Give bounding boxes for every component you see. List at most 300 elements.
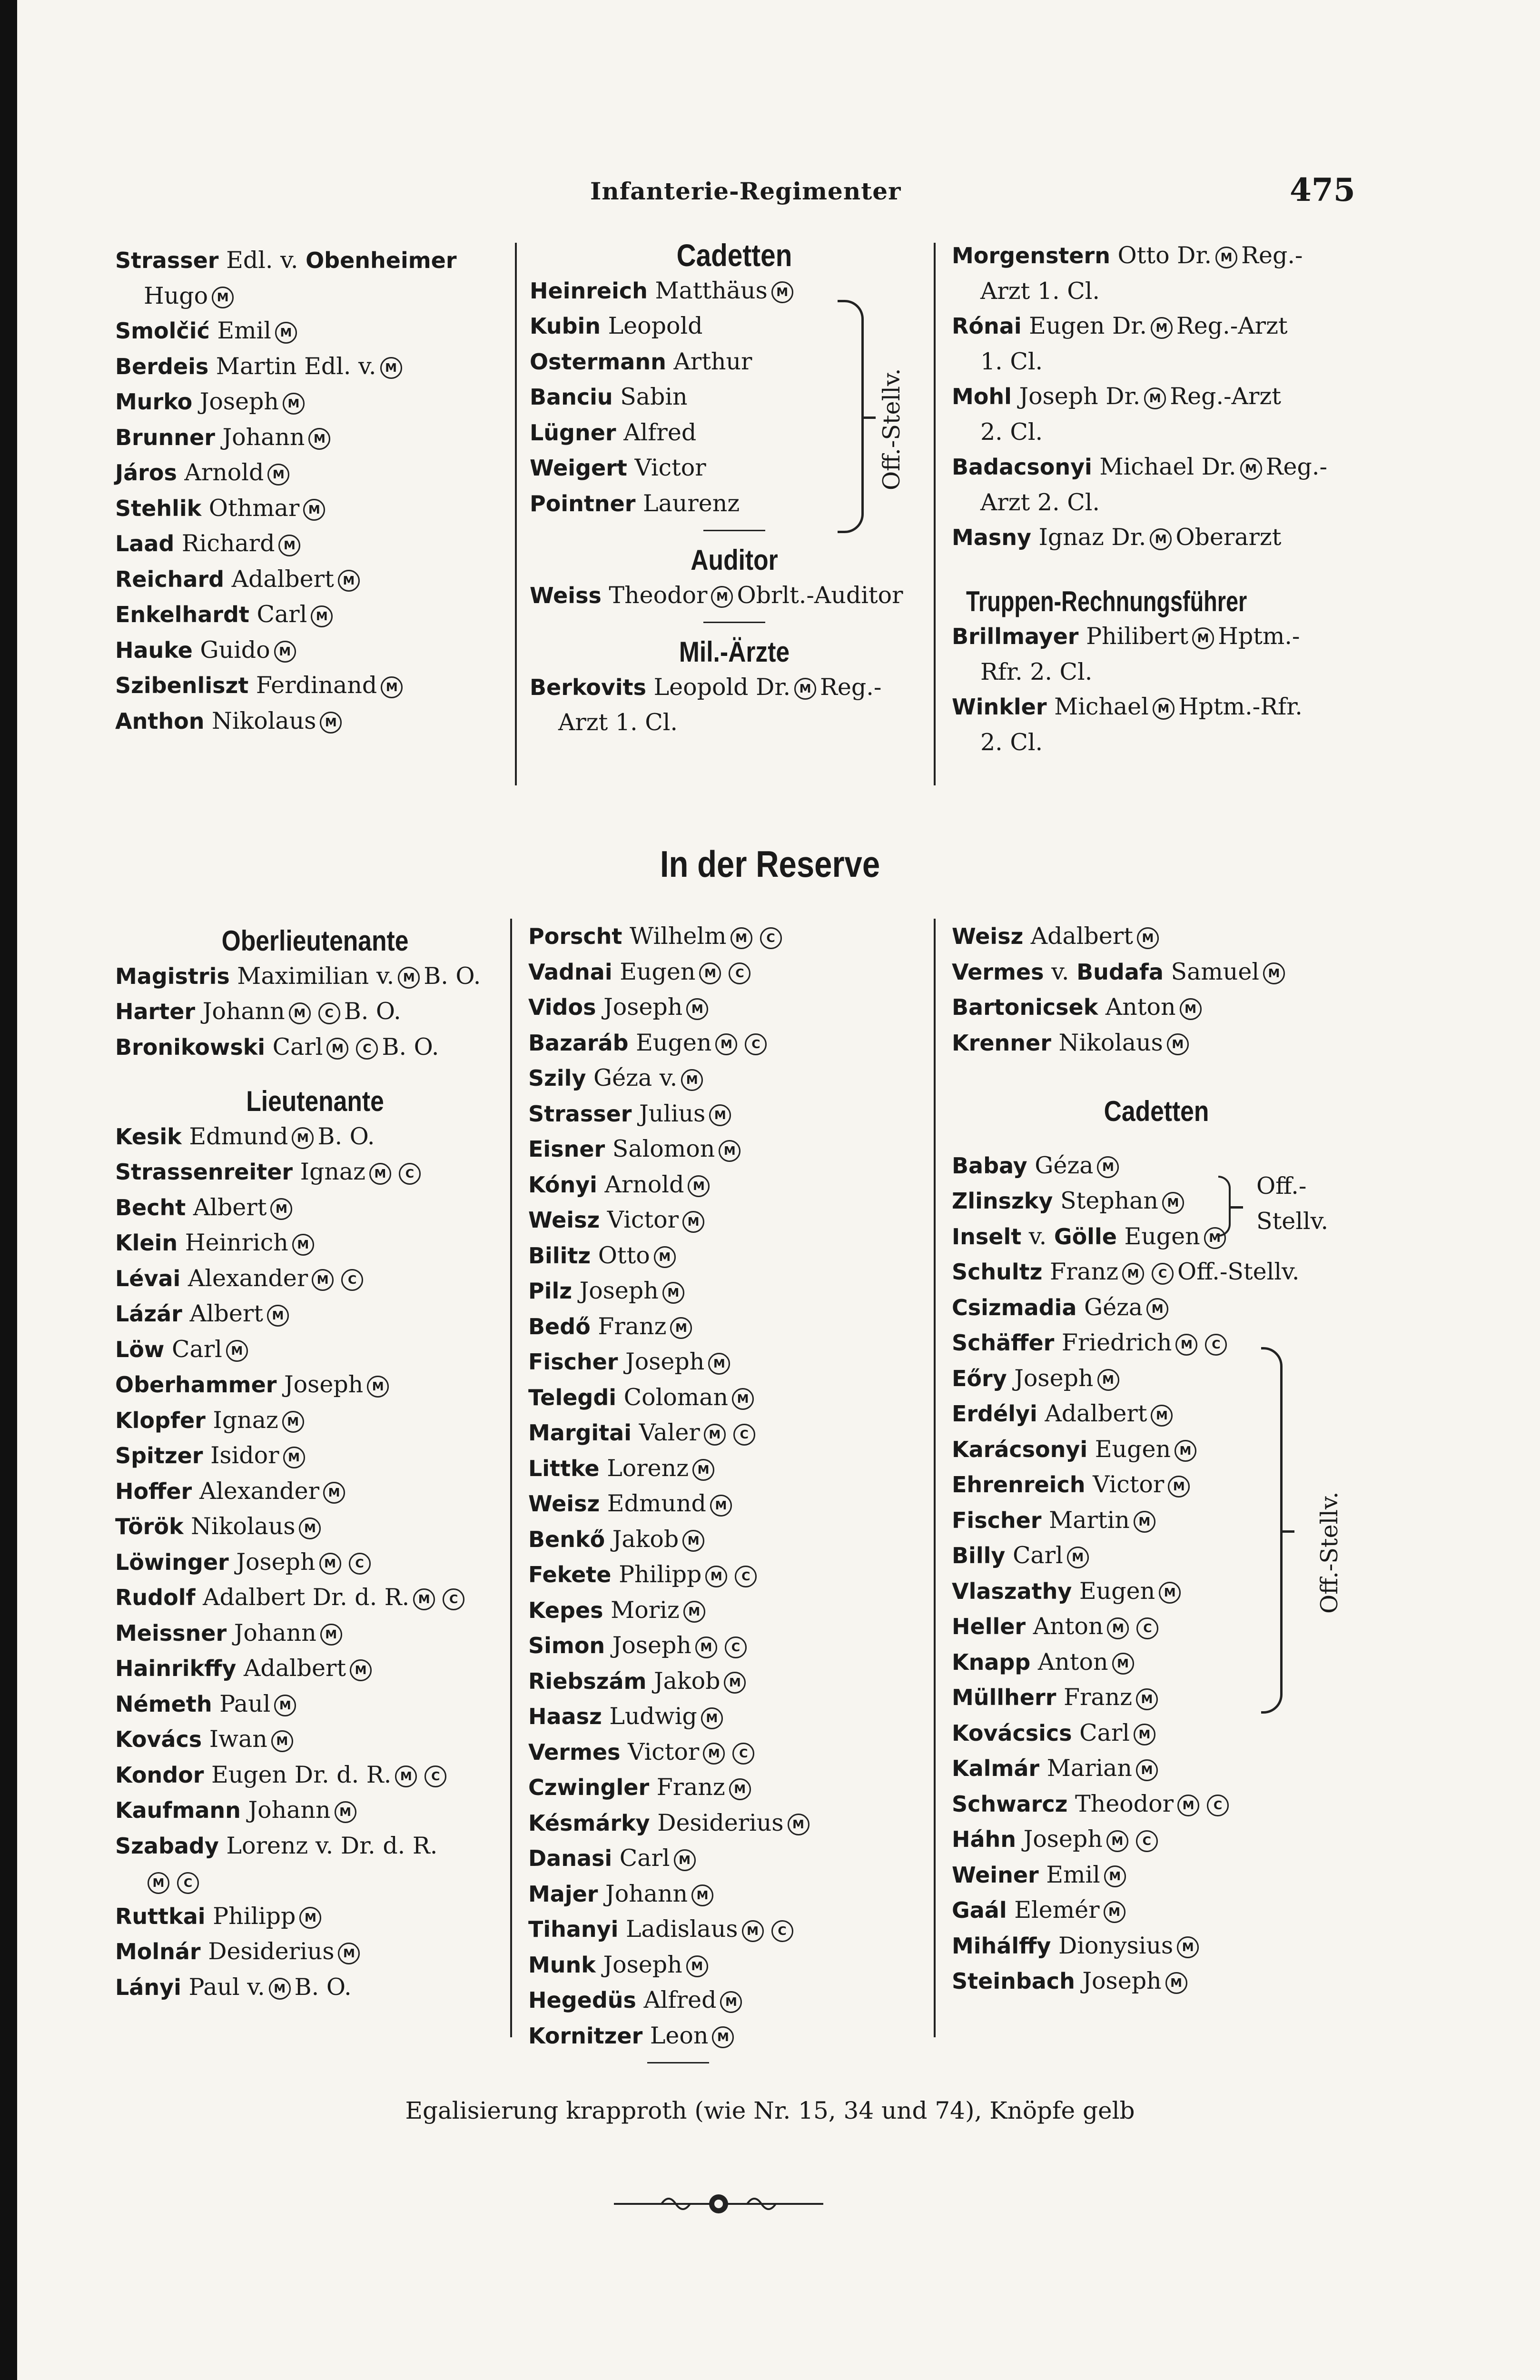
m-symbol-icon: M <box>704 1424 726 1446</box>
given-name: Moriz <box>611 1596 680 1624</box>
surname: Bazaráb <box>528 1030 629 1056</box>
bracket-label: Off.-Stellv. <box>878 368 905 490</box>
list-item <box>528 1522 933 1557</box>
surname: Oberhammer <box>115 1372 277 1398</box>
surname: Porscht <box>528 923 622 949</box>
given-name: Joseph <box>284 1371 364 1398</box>
given-name: 2. Cl. <box>980 418 1043 446</box>
reserve-cadetten-list <box>952 1219 1361 1999</box>
list-item <box>115 420 515 456</box>
m-symbol-icon: M <box>1097 1369 1119 1391</box>
given-name: Jakob <box>654 1667 721 1695</box>
given-name: Carl <box>1079 1719 1130 1746</box>
title-text: B. O. <box>424 962 481 990</box>
surname: Ruttkai <box>115 1903 206 1929</box>
c-symbol-icon: C <box>733 1424 755 1446</box>
list-item <box>115 1828 515 1864</box>
list-item <box>115 1438 515 1474</box>
given-name: Lorenz <box>607 1454 689 1482</box>
given-name: Johann <box>234 1619 316 1646</box>
list-item <box>952 1574 1361 1609</box>
list-item <box>115 562 515 597</box>
given-name: Michael Dr. <box>1099 453 1236 480</box>
m-symbol-icon: M <box>267 464 289 486</box>
surname: Lányi <box>115 1974 181 2000</box>
pair-label-line2: Stellv. <box>1256 1207 1329 1235</box>
list-item <box>528 1451 933 1487</box>
given-name: Ignaz Dr. <box>1038 524 1146 551</box>
list-item <box>115 1580 515 1616</box>
list-item <box>528 919 933 954</box>
given-name: Hugo <box>144 282 208 309</box>
top-col3 <box>952 238 1361 760</box>
m-symbol-icon: M <box>1151 317 1173 339</box>
m-symbol-icon: M <box>1106 1830 1128 1852</box>
m-symbol-icon: M <box>1134 1724 1155 1745</box>
list-item <box>528 1805 933 1841</box>
m-symbol-icon: M <box>270 1198 292 1220</box>
given-name: Marian <box>1046 1755 1132 1782</box>
surname: Weigert <box>530 455 627 481</box>
c-symbol-icon: C <box>745 1033 767 1055</box>
given-name: Iwan <box>209 1726 267 1753</box>
m-symbol-icon: M <box>1168 1476 1190 1497</box>
m-symbol-icon: M <box>299 1907 321 1929</box>
m-symbol-icon: M <box>742 1920 764 1942</box>
m-symbol-icon: M <box>369 1163 391 1185</box>
surname: Riebszám <box>528 1668 647 1694</box>
bracket <box>838 300 864 533</box>
surname: Hegedüs <box>528 1987 636 2013</box>
m-symbol-icon: M <box>682 1211 704 1233</box>
m-symbol-icon: M <box>381 676 403 698</box>
given-name: Eugen <box>620 958 696 985</box>
given-name: Adalbert <box>1030 922 1133 950</box>
top-col1 <box>115 243 515 739</box>
given-name: Johann <box>202 998 285 1025</box>
surname: Meissner <box>115 1620 227 1646</box>
list-item <box>952 449 1361 485</box>
list-item <box>115 1332 515 1368</box>
m-symbol-icon: M <box>148 1872 169 1894</box>
given-name: Joseph <box>612 1632 691 1659</box>
given-name: Adalbert <box>231 565 334 593</box>
page-header <box>0 171 1540 215</box>
list-item <box>952 1645 1361 1680</box>
surname: Schäffer <box>952 1330 1055 1356</box>
list-item <box>952 1538 1361 1574</box>
surname: Fischer <box>528 1349 618 1375</box>
c-symbol-icon: C <box>1205 1334 1227 1356</box>
list-item <box>952 1680 1361 1716</box>
m-symbol-icon: M <box>1215 247 1237 268</box>
surname: Lügner <box>530 419 616 446</box>
given-name: Alexander <box>199 1477 320 1505</box>
m-symbol-icon: M <box>1107 1617 1129 1639</box>
list-item <box>528 1770 933 1805</box>
surname: Eisner <box>528 1136 605 1162</box>
surname: Vidos <box>528 994 596 1020</box>
list-item <box>952 1893 1361 1928</box>
heading-cadetten: Cadetten <box>676 238 792 273</box>
m-symbol-icon: M <box>710 1495 732 1517</box>
m-symbol-icon: M <box>289 1002 311 1024</box>
reserve-col3-top <box>952 919 1361 1061</box>
given-name: Joseph Dr. <box>1019 383 1141 410</box>
given-name: Sabin <box>620 383 688 410</box>
given-name: Ignaz <box>213 1406 278 1434</box>
list-item <box>528 1273 933 1309</box>
given-name: Desiderius <box>208 1938 335 1965</box>
title-text: Oberarzt <box>1175 524 1282 551</box>
given-name: Joseph <box>603 993 683 1021</box>
end-divider <box>647 2062 709 2063</box>
surname: Szily <box>528 1065 586 1091</box>
surname: Németh <box>115 1691 212 1717</box>
m-symbol-icon: M <box>712 2026 734 2048</box>
m-symbol-icon: M <box>299 1517 321 1539</box>
given-name: Alfred <box>623 418 697 446</box>
running-title: Infanterie-Regimenter <box>590 177 901 205</box>
list-item <box>952 954 1361 990</box>
m-symbol-icon: M <box>1134 1511 1155 1533</box>
surname: Ostermann <box>530 348 666 375</box>
list-item <box>115 1474 515 1509</box>
list-item <box>528 1983 933 2018</box>
title-text: Reg.- <box>1241 242 1303 269</box>
m-symbol-icon: M <box>709 1104 731 1126</box>
footer-note: Egalisierung krapproth (wie Nr. 15, 34 und 74), Knöpfe gelb <box>405 2097 1135 2124</box>
surname: Margitai <box>528 1420 632 1446</box>
list-item <box>115 1793 515 1828</box>
m-symbol-icon: M <box>719 1140 740 1162</box>
m-symbol-icon: M <box>283 1447 305 1468</box>
list-item <box>530 273 939 309</box>
page-number: 475 <box>1290 171 1355 208</box>
list-item <box>115 1722 515 1757</box>
surname: Gaál <box>952 1897 1007 1923</box>
given-name: Arnold <box>184 459 264 486</box>
m-symbol-icon: M <box>1136 1759 1158 1781</box>
given-name: Arnold <box>604 1170 684 1198</box>
title-text: Reg.- <box>820 673 882 701</box>
given-name: v. <box>1051 958 1077 985</box>
surname: Csizmadia <box>952 1294 1077 1320</box>
given-name: Arzt 1. Cl. <box>980 277 1100 305</box>
given-name: Paul v. <box>188 1973 265 2001</box>
given-name: Ladislaus <box>626 1915 738 1943</box>
c-symbol-icon: C <box>356 1038 378 1060</box>
bracket-label: Off.-Stellv. <box>1316 1491 1343 1614</box>
surname: Winkler <box>952 694 1047 720</box>
surname: Klein <box>115 1230 178 1256</box>
m-symbol-icon: M <box>271 1730 293 1752</box>
list-item <box>528 1735 933 1770</box>
list-item <box>528 1876 933 1912</box>
aerzte-list <box>530 670 939 740</box>
m-symbol-icon: M <box>662 1282 684 1304</box>
c-symbol-icon: C <box>760 927 782 949</box>
surname: Rónai <box>952 313 1022 339</box>
given-name: Alexander <box>188 1264 308 1292</box>
given-name: Otto <box>598 1241 650 1269</box>
list-item <box>530 450 939 486</box>
list-item <box>115 278 515 314</box>
given-name: Theodor <box>1075 1790 1174 1817</box>
surname: Knapp <box>952 1649 1031 1675</box>
list-item <box>115 704 515 739</box>
surname: Berkovits <box>530 674 647 700</box>
given-name: Ignaz <box>300 1158 365 1185</box>
m-symbol-icon: M <box>1067 1547 1089 1568</box>
given-name: Carl <box>257 601 307 628</box>
m-symbol-icon: M <box>367 1376 389 1398</box>
given-name: Arzt 1. Cl. <box>558 709 678 736</box>
given-name: v. <box>1028 1222 1054 1250</box>
list-item <box>528 1557 933 1593</box>
m-symbol-icon: M <box>1153 698 1175 720</box>
given-name: Johann <box>248 1796 331 1824</box>
surname: Háhn <box>952 1826 1017 1852</box>
list-item <box>115 1190 515 1226</box>
surname: Enkelhardt <box>115 602 249 627</box>
list-item <box>115 1757 515 1793</box>
given-name: Guido <box>200 636 270 664</box>
m-symbol-icon: M <box>1240 458 1262 480</box>
c-symbol-icon: C <box>735 1566 757 1587</box>
list-item <box>952 1609 1361 1645</box>
given-name: Eugen <box>1095 1435 1171 1463</box>
m-symbol-icon: M <box>226 1340 248 1362</box>
auditor-list <box>530 578 939 614</box>
given-name: Leon <box>650 2022 709 2049</box>
c-symbol-icon: C <box>399 1163 421 1185</box>
given-name: Franz <box>656 1774 725 1801</box>
surname: Heller <box>952 1614 1026 1639</box>
m-symbol-icon: M <box>275 322 297 344</box>
list-item <box>952 1361 1361 1397</box>
m-symbol-icon: M <box>682 1530 704 1552</box>
surname: Inselt <box>952 1223 1022 1250</box>
surname: Kepes <box>528 1597 603 1623</box>
title-text: Hptm.- <box>1218 623 1300 650</box>
surname: Kovácsics <box>952 1720 1072 1746</box>
given-name: Dionysius <box>1058 1932 1174 1959</box>
list-item <box>115 1119 515 1155</box>
surname: Steinbach <box>952 1968 1075 1994</box>
reserve-col3 <box>952 919 1361 1999</box>
surname: Hoffer <box>115 1478 192 1504</box>
surname: Heinreich <box>530 278 648 304</box>
list-item <box>952 1254 1361 1290</box>
list-item <box>115 1970 515 2005</box>
heading-truppen: Truppen-Rechnungsführer <box>966 585 1247 617</box>
given-name: Adalbert Dr. d. R. <box>203 1584 410 1611</box>
m-symbol-icon: M <box>1104 1865 1126 1887</box>
list-item <box>528 1380 933 1416</box>
list-item <box>528 1841 933 1876</box>
given-name: Ferdinand <box>256 672 377 699</box>
given-name: Nikolaus <box>191 1513 296 1540</box>
list-item <box>952 1751 1361 1786</box>
list-item <box>115 384 515 420</box>
list-item <box>115 313 515 349</box>
list-item <box>528 1344 933 1380</box>
surname: Munk <box>528 1952 596 1978</box>
list-item <box>115 1367 515 1403</box>
surname: Laad <box>115 531 175 556</box>
m-symbol-icon: M <box>674 1849 696 1871</box>
m-symbol-icon: M <box>1122 1263 1144 1285</box>
surname: Reichard <box>115 566 225 592</box>
reserve-col2-list <box>528 919 933 2053</box>
list-item <box>530 486 939 522</box>
given-name: Arthur <box>673 347 752 375</box>
c-symbol-icon: C <box>1207 1795 1229 1816</box>
list-item <box>528 1947 933 1983</box>
list-item <box>952 1325 1361 1361</box>
m-symbol-icon: M <box>715 1033 737 1055</box>
list-item <box>528 1025 933 1061</box>
m-symbol-icon: M <box>686 1955 708 1977</box>
list-item <box>115 1509 515 1545</box>
pair-bracket <box>1218 1176 1231 1237</box>
surname: Simon <box>528 1633 605 1658</box>
surname: Fekete <box>528 1562 612 1587</box>
list-item <box>952 1786 1361 1822</box>
surname: Masny <box>952 525 1031 550</box>
c-symbol-icon: C <box>725 1636 747 1658</box>
list-item <box>952 238 1361 274</box>
surname: Banciu <box>530 384 613 410</box>
surname: Benkő <box>528 1526 605 1552</box>
surname: Erdélyi <box>952 1401 1037 1427</box>
surname: Weisz <box>528 1207 600 1233</box>
given-name: Philipp <box>619 1561 702 1588</box>
given-name: Emil <box>1046 1861 1100 1888</box>
given-name: Salomon <box>612 1135 715 1162</box>
column-rule <box>515 243 517 785</box>
list-item <box>528 2018 933 2054</box>
m-symbol-icon: M <box>274 1695 296 1716</box>
title-text: Eugen <box>1124 1222 1200 1250</box>
given-name: Albert <box>189 1300 263 1327</box>
surname: Weisz <box>952 923 1024 949</box>
list-item <box>528 1061 933 1096</box>
list-item <box>952 1822 1361 1857</box>
m-symbol-icon: M <box>274 641 296 663</box>
list-item <box>952 919 1361 954</box>
title-text: B. O. <box>344 998 401 1025</box>
surname: Tihanyi <box>528 1916 619 1942</box>
given-name: Carl <box>1012 1542 1063 1569</box>
m-symbol-icon: M <box>1175 1440 1196 1462</box>
list-item <box>528 1309 933 1345</box>
title-text: Samuel <box>1171 958 1259 985</box>
list-item <box>115 1616 515 1651</box>
list-item <box>115 455 515 491</box>
given-name: Franz <box>1050 1258 1119 1285</box>
m-symbol-icon: M <box>335 1801 356 1823</box>
m-symbol-icon: M <box>380 357 402 379</box>
surname: Obenheimer <box>306 248 457 273</box>
m-symbol-icon: M <box>350 1659 372 1681</box>
list-item <box>952 1928 1361 1964</box>
given-name: Anton <box>1037 1648 1108 1676</box>
list-item <box>952 1025 1361 1061</box>
given-name: Carl <box>172 1335 222 1363</box>
surname: Késmárky <box>528 1810 650 1836</box>
c-symbol-icon: C <box>443 1588 464 1610</box>
list-item <box>528 1096 933 1132</box>
given-name: Leopold <box>608 312 703 339</box>
surname: Török <box>115 1514 184 1539</box>
surname: Löwinger <box>115 1549 229 1575</box>
surname: Lévai <box>115 1265 181 1291</box>
given-name: Eugen <box>1079 1577 1155 1605</box>
given-name: Theodor <box>609 581 708 609</box>
surname: Harter <box>115 999 196 1024</box>
surname: Löw <box>115 1336 165 1362</box>
list-item <box>952 689 1361 725</box>
m-symbol-icon: M <box>326 1038 348 1060</box>
surname: Pointner <box>530 490 636 516</box>
m-symbol-icon: M <box>731 927 752 949</box>
given-name: Joseph <box>579 1277 659 1304</box>
given-name: Nikolaus <box>1058 1029 1163 1056</box>
list-item <box>115 668 515 704</box>
heading-oberlieutenante: Oberlieutenante <box>221 925 409 957</box>
section-divider <box>703 530 765 531</box>
surname: Spitzer <box>115 1443 203 1468</box>
given-name: Valer <box>639 1419 700 1446</box>
c-symbol-icon: C <box>729 962 750 984</box>
m-symbol-icon: M <box>282 1411 304 1433</box>
m-symbol-icon: M <box>1159 1582 1181 1604</box>
c-symbol-icon: C <box>1152 1263 1174 1285</box>
m-symbol-icon: M <box>267 1305 289 1327</box>
m-symbol-icon: M <box>292 1234 314 1256</box>
m-symbol-icon: M <box>1204 1227 1226 1249</box>
m-symbol-icon: M <box>711 586 733 608</box>
given-name: Joseph <box>199 388 279 415</box>
surname: Klopfer <box>115 1407 206 1433</box>
surname: Bartonicsek <box>952 994 1098 1020</box>
heading-cadetten-reserve: Cadetten <box>1104 1095 1209 1127</box>
m-symbol-icon: M <box>320 712 342 734</box>
c-symbol-icon: C <box>424 1765 446 1787</box>
surname: Járos <box>115 460 177 486</box>
given-name: Victor <box>1093 1471 1165 1498</box>
given-name: Joseph <box>625 1348 705 1375</box>
title-text: Reg.-Arzt <box>1176 312 1288 339</box>
surname: Weiner <box>952 1862 1039 1888</box>
ornament-icon <box>614 2190 823 2218</box>
surname: Morgenstern <box>952 243 1110 268</box>
surname: Budafa <box>1076 959 1164 985</box>
given-name: Edmund <box>607 1490 706 1517</box>
surname: Brunner <box>115 424 215 450</box>
reserve-title-wrap <box>0 843 1540 886</box>
list-item <box>952 1857 1361 1893</box>
title-text: Obrlt.-Auditor <box>737 581 903 609</box>
list-item <box>952 990 1361 1025</box>
m-symbol-icon: M <box>413 1588 435 1610</box>
c-symbol-icon: C <box>341 1269 363 1291</box>
surname: Stehlik <box>115 495 202 521</box>
list-item <box>952 485 1361 520</box>
given-name: Anton <box>1033 1613 1104 1640</box>
